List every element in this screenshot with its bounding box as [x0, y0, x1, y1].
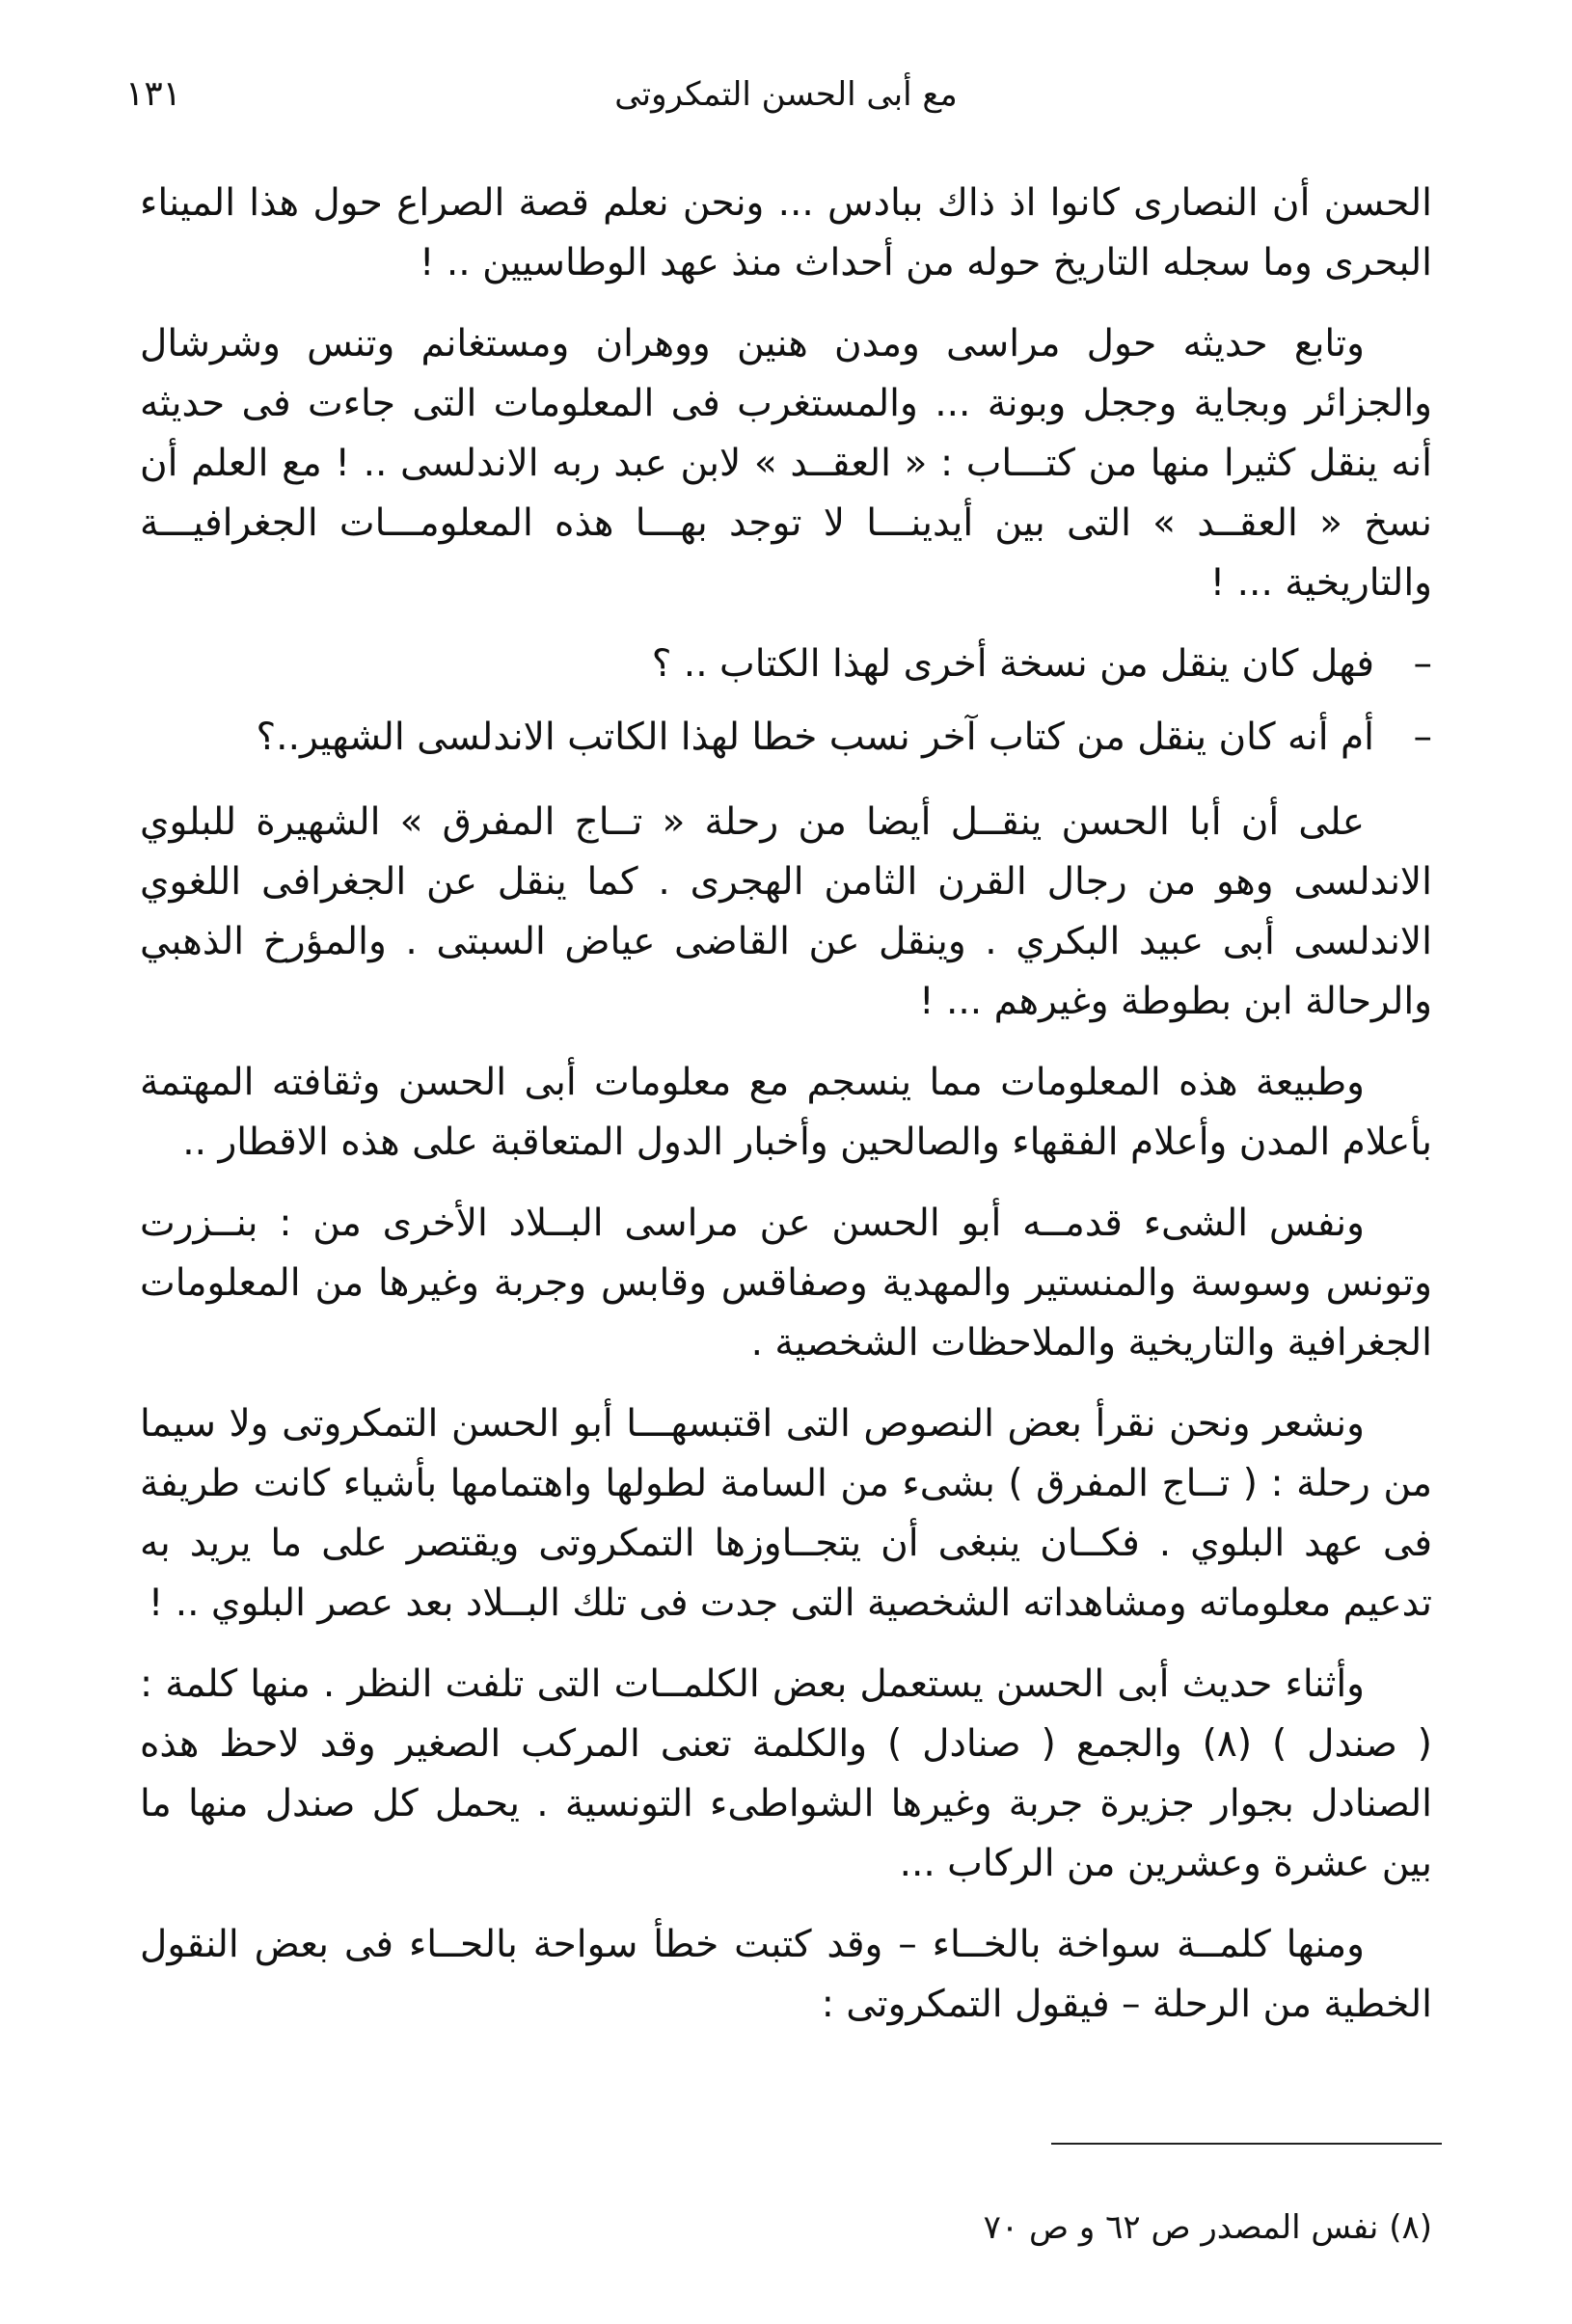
question-item: [140, 635, 1432, 694]
paragraph: الحسن أن النصارى كانوا اذ ذاك ببادس ... ونحن نعلم قصة الصراع حول هذا الميناء البحرى وما سجله التاريخ حوله من أحداث منذ عهد الوطاسيين .. !: [140, 181, 1432, 284]
question-item: [140, 708, 1432, 768]
body-text: [140, 174, 1432, 2056]
footnote: (٨) نفس المصدر ص ٦٢ و ص ٧٠: [983, 2208, 1432, 2247]
running-title: مع أبى الحسن التمكروتى: [614, 75, 958, 114]
paragraph: ونفس الشىء قدمــه أبو الحسن عن مراسى البــلاد الأخرى من : بنــزرت وتونس وسوسة والمنستير والمهدية وصفاقس وقابس وجربة وغيرها من المعلومات الجغرافية والتاريخية والملاحظات الشخصية .: [140, 1202, 1432, 1365]
footnote-divider: [1051, 2143, 1442, 2145]
question-text: فهل كان ينقل من نسخة أخرى لهذا الكتاب .. ؟: [651, 642, 1374, 686]
dash-marker: –: [1413, 642, 1432, 686]
paragraph: وأثناء حديث أبى الحسن يستعمل بعض الكلمــات التى تلفت النظر . منها كلمة : ( صندل ) (٨) والجمع ( صنادل ) والكلمة تعنى المركب الصغير وقد لاحظ هذه الصنادل بجوار جزيرة جربة وغيرها الشواطىء التونسية . يحمل كل صندل منها ما بين عشرة وعشرين من الركاب ...: [140, 1662, 1432, 1885]
paragraph: وطبيعة هذه المعلومات مما ينسجم مع معلومات أبى الحسن وثقافته المهتمة بأعلام المدن وأعلام الفقهاء والصالحين وأخبار الدول المتعاقبة على هذه الاقطار ..: [140, 1061, 1432, 1164]
page-header: [125, 66, 1447, 123]
paragraph: ونشعر ونحن نقرأ بعض النصوص التى اقتبسهـــا أبو الحسن التمكروتى ولا سيما من رحلة : ( تــاج المفرق ) بشىء من السامة لطولها واهتمامها بأشياء كانت طريفة فى عهد البلوي . فكــان ينبغى أن يتجــاوزها التمكروتى ويقتصر على ما يريد به تدعيم معلوماته ومشاهداته الشخصية التى جدت فى تلك البــلاد بعد عصر البلوي .. !: [140, 1402, 1432, 1625]
page-number: ١٣١: [125, 74, 182, 114]
dash-marker: –: [1413, 716, 1432, 759]
paragraph: وتابع حديثه حول مراسى ومدن هنين ووهران ومستغانم وتنس وشرشال والجزائر وبجاية وججل وبونة ... والمستغرب فى المعلومات التى جاءت فى حديثه أنه ينقل كثيرا منها من كتـــاب : « العقــد » لابن عبد ربه الاندلسى .. ! مع العلم أن نسخ « العقــد » التى بين أيدينـــا لا توجد بهـــا هذه المعلومـــات الجغرافيـــة والتاريخية ... !: [140, 322, 1432, 605]
paragraph: ومنها كلمــة سواخة بالخــاء – وقد كتبت خطأ سواحة بالحــاء فى بعض النقول الخطية من الرحلة – فيقول التمكروتى :: [140, 1923, 1432, 2026]
paragraph: على أن أبا الحسن ينقــل أيضا من رحلة « تــاج المفرق » الشهيرة للبلوي الاندلسى وهو من رجال القرن الثامن الهجرى . كما ينقل عن الجغرافى اللغوي الاندلسى أبى عبيد البكري . وينقل عن القاضى عياض السبتى . والمؤرخ الذهبي والرحالة ابن بطوطة وغيرهم ... !: [140, 800, 1432, 1023]
question-text: أم أنه كان ينقل من كتاب آخر نسب خطا لهذا الكاتب الاندلسى الشهير..؟: [256, 716, 1374, 759]
